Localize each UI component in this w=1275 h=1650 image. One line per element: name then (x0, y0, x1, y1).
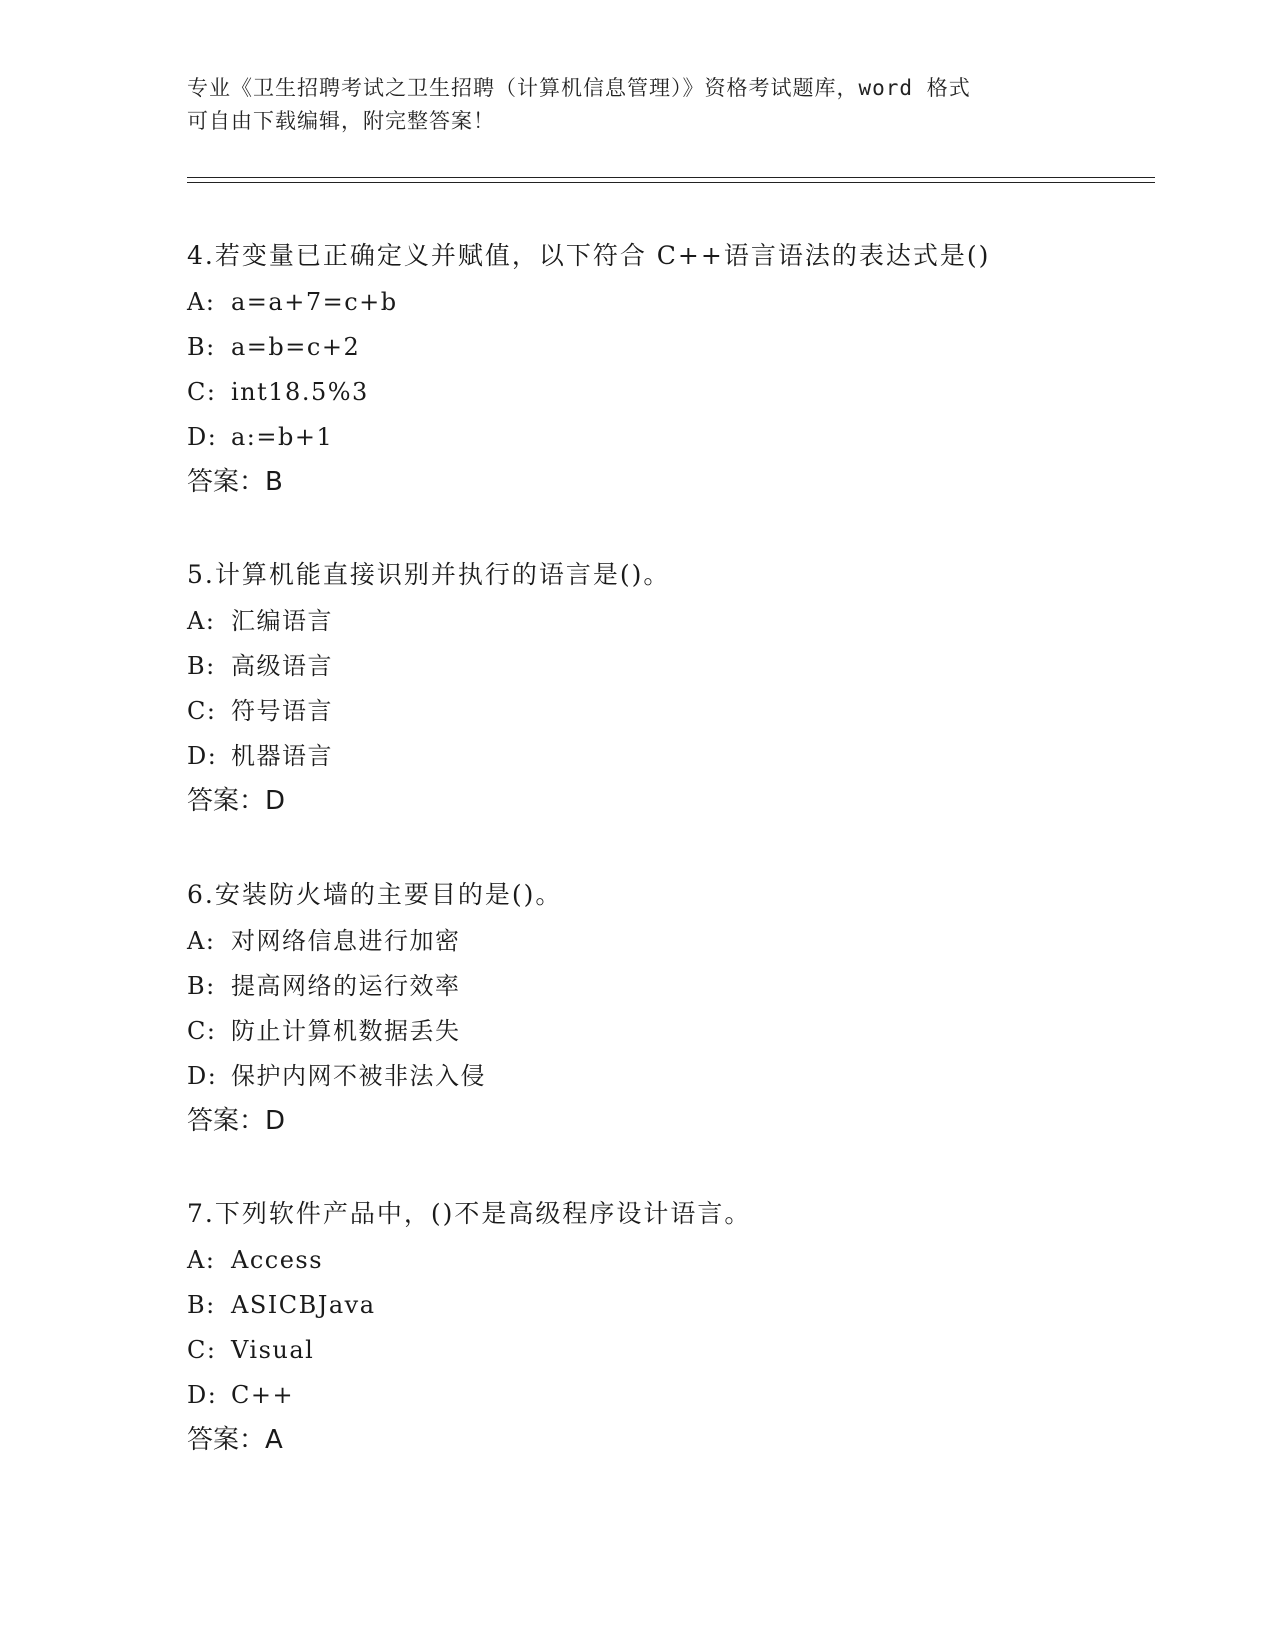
option-text: a=a+7=c+b (231, 288, 398, 316)
option-c (187, 1335, 1137, 1365)
option-b (187, 971, 1137, 1001)
option-text: a=b=c+2 (231, 333, 361, 361)
answer-label: 答案：D (187, 1106, 286, 1136)
option-letter: B: (187, 652, 216, 680)
question-title: 7.下列软件产品中，()不是高级程序设计语言。 (187, 1199, 752, 1228)
option-c (187, 377, 1137, 407)
option-b (187, 651, 1137, 681)
option-text: 提高网络的运行效率 (231, 972, 461, 1000)
option-letter: C: (187, 1336, 217, 1364)
question-title: 4.若变量已正确定义并赋值，以下符合 C++语言语法的表达式是() (187, 241, 991, 270)
question-title: 6.安装防火墙的主要目的是()。 (187, 880, 563, 909)
option-text: 汇编语言 (231, 607, 333, 635)
option-letter: C: (187, 378, 217, 406)
option-d (187, 422, 1137, 452)
option-text: ASICBJava (231, 1291, 376, 1319)
option-text: 机器语言 (231, 742, 333, 770)
question-5 (187, 560, 1137, 816)
option-letter: D: (187, 423, 218, 451)
option-letter: B: (187, 1291, 216, 1319)
header-line-1: 专业《卫生招聘考试之卫生招聘（计算机信息管理）》资格考试题库，word 格式 (187, 76, 971, 100)
option-d (187, 1380, 1137, 1410)
option-letter: D: (187, 1381, 218, 1409)
option-text: Visual (231, 1336, 315, 1364)
option-letter: A: (187, 288, 216, 316)
option-text: Access (231, 1246, 324, 1274)
option-text: C++ (231, 1381, 295, 1409)
option-b (187, 332, 1137, 362)
answer-label: 答案：A (187, 1425, 283, 1455)
question-title: 5.计算机能直接识别并执行的语言是()。 (187, 560, 671, 589)
option-text: 高级语言 (231, 652, 333, 680)
option-d (187, 1061, 1137, 1091)
question-6 (187, 880, 1137, 1136)
option-a (187, 926, 1137, 956)
question-7 (187, 1199, 1137, 1455)
option-a (187, 1245, 1137, 1275)
option-letter: B: (187, 333, 216, 361)
option-letter: B: (187, 972, 216, 1000)
option-letter: C: (187, 1017, 217, 1045)
option-b (187, 1290, 1137, 1320)
option-text: a:=b+1 (231, 423, 334, 451)
answer-label: 答案：D (187, 786, 286, 816)
option-c (187, 1016, 1137, 1046)
option-letter: A: (187, 607, 216, 635)
header-divider-top (187, 177, 1155, 178)
option-text: 符号语言 (231, 697, 333, 725)
option-c (187, 696, 1137, 726)
option-letter: A: (187, 927, 216, 955)
option-d (187, 741, 1137, 771)
option-a (187, 287, 1137, 317)
option-letter: D: (187, 1062, 218, 1090)
answer-label: 答案：B (187, 467, 283, 497)
header-divider-bottom (187, 182, 1155, 183)
option-text: 保护内网不被非法入侵 (231, 1062, 486, 1090)
option-letter: C: (187, 697, 217, 725)
option-text: 对网络信息进行加密 (231, 927, 461, 955)
question-4 (187, 241, 1137, 497)
option-a (187, 606, 1137, 636)
document-header (187, 72, 1087, 138)
option-letter: D: (187, 742, 218, 770)
option-text: int18.5%3 (231, 378, 369, 406)
option-letter: A: (187, 1246, 216, 1274)
option-text: 防止计算机数据丢失 (231, 1017, 461, 1045)
header-line-2: 可自由下载编辑，附完整答案！ (187, 109, 495, 133)
